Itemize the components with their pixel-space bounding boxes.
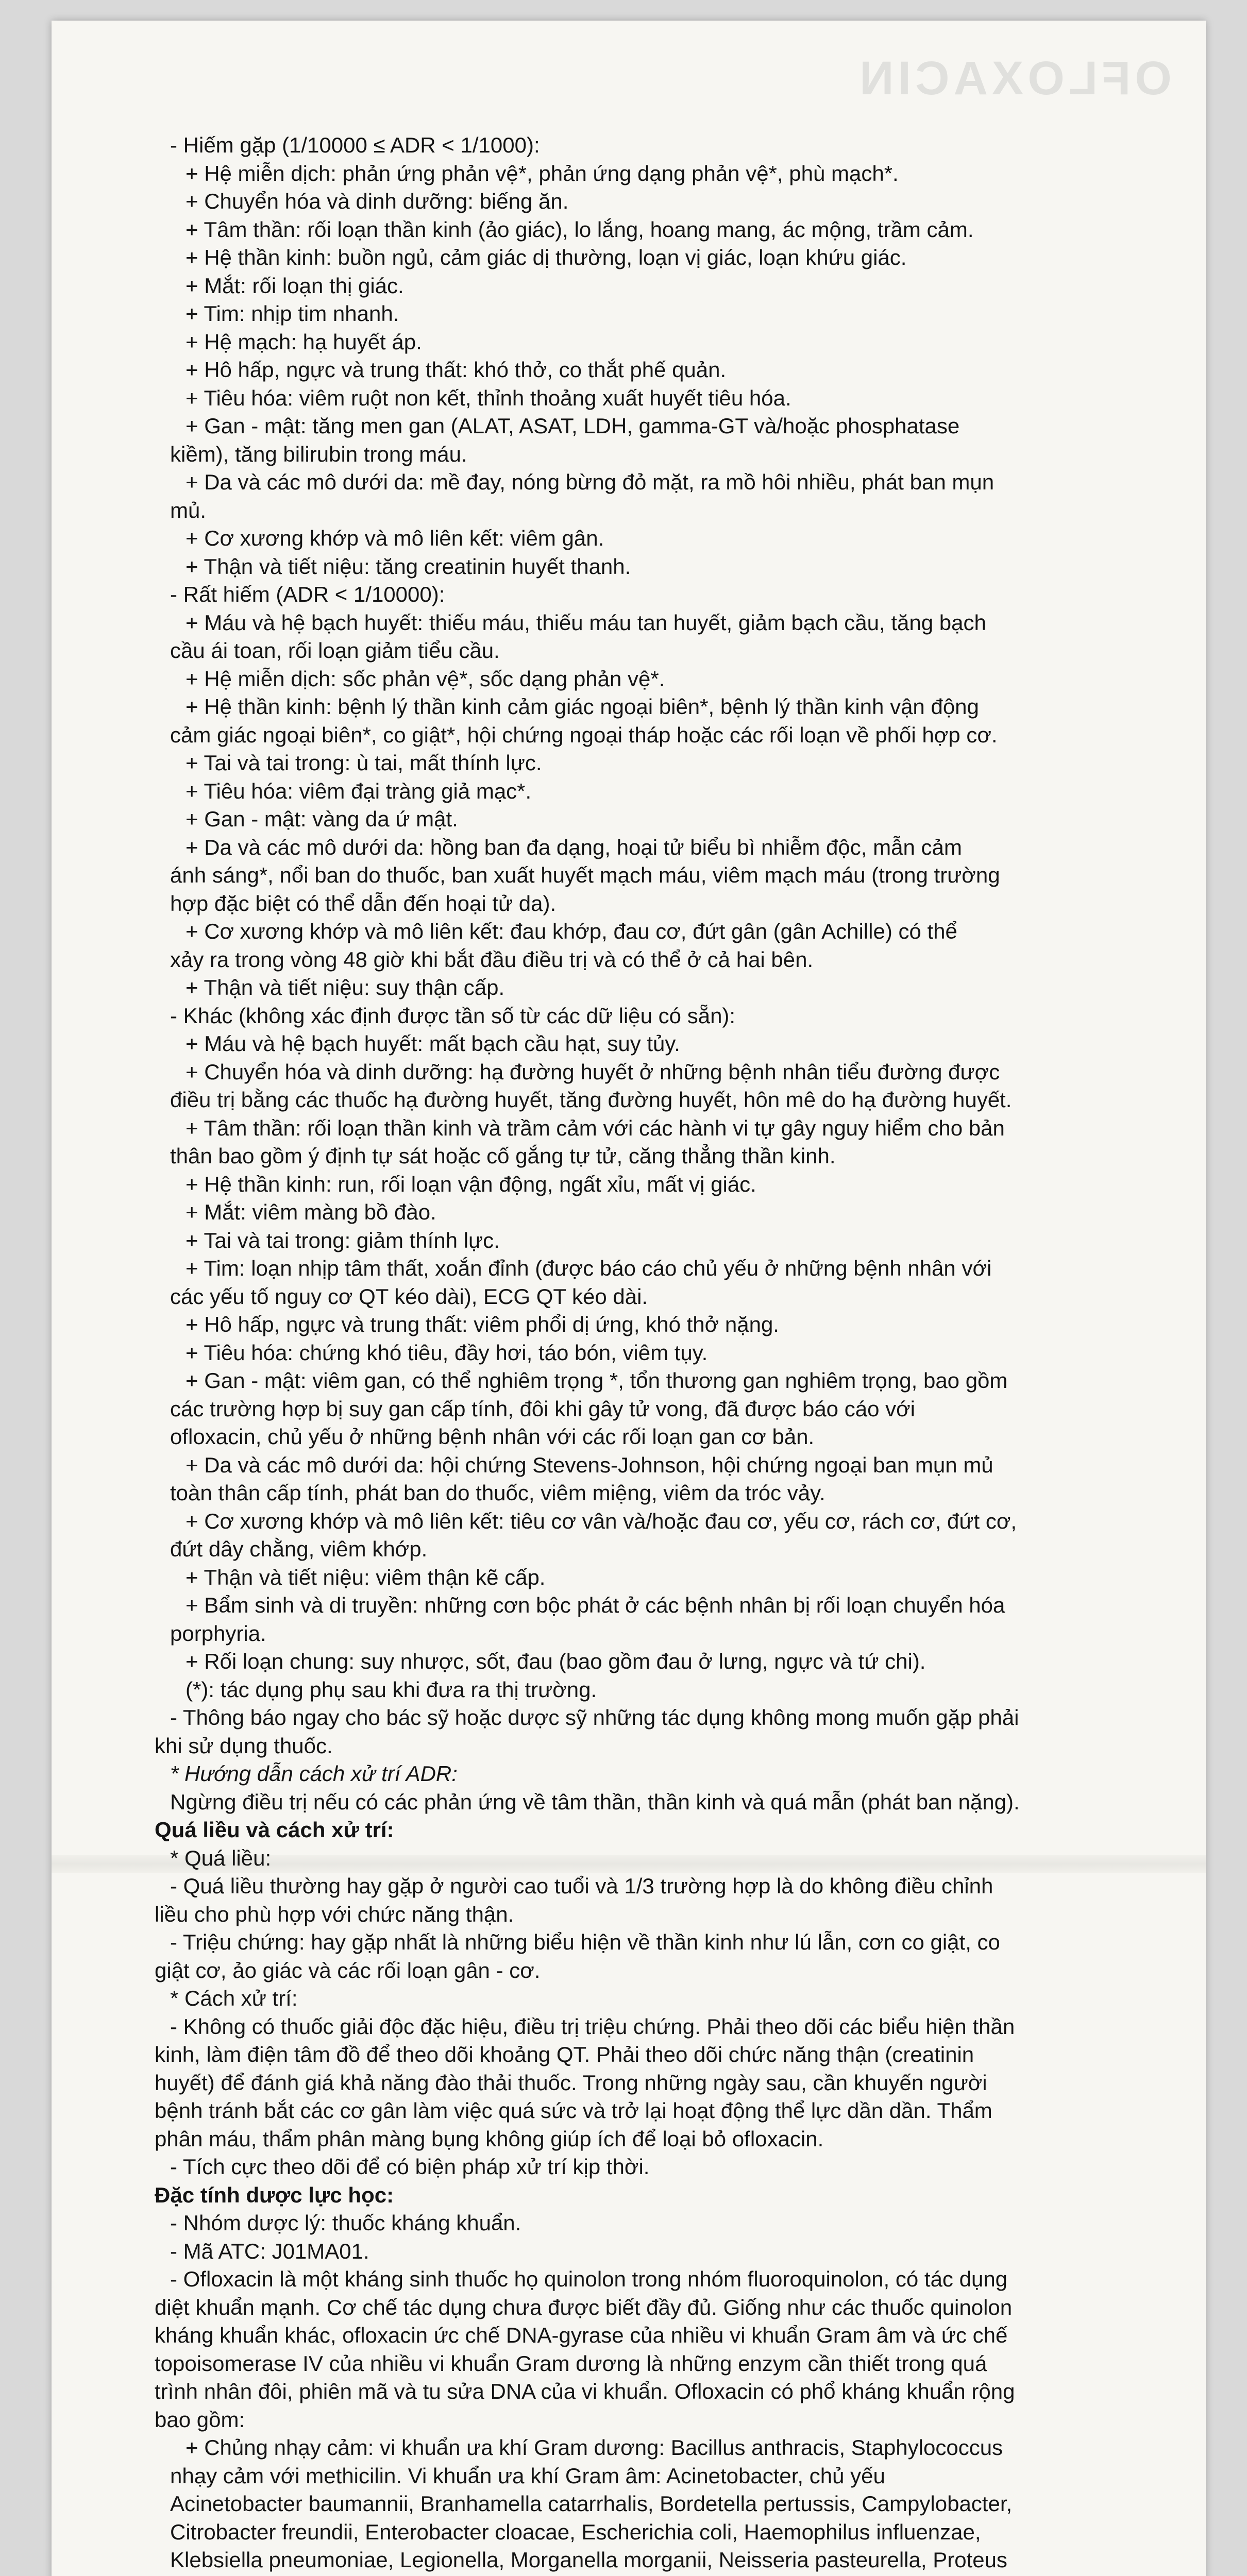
text-line: + Chuyển hóa và dinh dưỡng: biếng ăn. [186, 189, 569, 213]
text-line: + Hệ thần kinh: buồn ngủ, cảm giác dị thường, loạn vị giác, loạn khứu giác. [186, 245, 907, 269]
text-line: đứt dây chằng, viêm khớp. [170, 1537, 428, 1561]
text-line: topoisomerase IV của nhiều vi khuẩn Gram dương là những enzym cần thiết trong quá [155, 2351, 987, 2376]
text-line [155, 2574, 1113, 2576]
text-line: * Cách xử trí: [170, 1986, 298, 2010]
text-line: kiềm), tăng bilirubin trong máu. [170, 442, 467, 466]
text-line: phân máu, thẩm phân màng bụng không giúp ích để loại bỏ ofloxacin. [155, 2126, 824, 2151]
text-line: + Tiêu hóa: chứng khó tiêu, đầy hơi, táo bón, viêm tụy. [186, 1340, 708, 1365]
text-line: + Máu và hệ bạch huyết: mất bạch cầu hạt, suy tủy. [186, 1031, 680, 1056]
text-line: các trường hợp bị suy gan cấp tính, đôi khi gây tử vong, đã được báo cáo với [170, 1396, 915, 1421]
text-line: + Chủng nhạy cảm: vi khuẩn ưa khí Gram dương: Bacillus anthracis, Staphylococcus [186, 2435, 1003, 2460]
text-line: điều trị bằng các thuốc hạ đường huyết, tăng đường huyết, hôn mê do hạ đường huyết. [170, 1088, 1012, 1112]
text-line: liều cho phù hợp với chức năng thận. [155, 1902, 514, 1926]
text-line: + Cơ xương khớp và mô liên kết: tiêu cơ vân và/hoặc đau cơ, yếu cơ, rách cơ, đứt cơ, [186, 1509, 1017, 1533]
text-line: - Quá liều thường hay gặp ở người cao tuổi và 1/3 trường hợp là do không điều chỉnh [170, 1874, 993, 1898]
text-line: Ngừng điều trị nếu có các phản ứng về tâm thần, thần kinh và quá mẫn (phát ban nặng). [170, 1789, 1020, 1814]
text-line: Klebsiella pneumoniae, Legionella, Morganella morganii, Neisseria pasteurella, Proteus [170, 2548, 1007, 2572]
text-line: toàn thân cấp tính, phát ban do thuốc, viêm miệng, viêm da tróc vảy. [170, 1481, 825, 1505]
text-line: * Quá liều: [170, 1845, 272, 1870]
text-line: + Thận và tiết niệu: viêm thận kẽ cấp. [186, 1565, 546, 1589]
text-line: + Da và các mô dưới da: hội chứng Stevens-Johnson, hội chứng ngoại ban mụn mủ [186, 1452, 993, 1477]
text-line: - Không có thuốc giải độc đặc hiệu, điều trị triệu chứng. Phải theo dõi các biểu hiện thần [170, 2014, 1015, 2039]
text-line: + Hệ mạch: hạ huyết áp. [186, 329, 422, 354]
text-line: + Gan - mật: tăng men gan (ALAT, ASAT, LDH, gamma-GT và/hoặc phosphatase [186, 414, 960, 438]
text-line: (*): tác dụng phụ sau khi đưa ra thị trường. [186, 1677, 597, 1702]
text-line: thân bao gồm ý định tự sát hoặc cố gắng tự tử, căng thẳng thần kinh. [170, 1144, 836, 1168]
text-line: + Hệ thần kinh: bệnh lý thần kinh cảm giác ngoại biên*, bệnh lý thần kinh vận động [186, 694, 979, 719]
text-line: + Tâm thần: rối loạn thần kinh và trầm cảm với các hành vi tự gây nguy hiểm cho bản [186, 1115, 1005, 1140]
leaflet-text [155, 131, 1113, 2576]
text-line: bệnh tránh bắt các cơ gân làm việc quá sức và trở lại hoạt động thể lực dần dần. Thẩm [155, 2098, 992, 2123]
text-line: nhạy cảm với methicilin. Vi khuẩn ưa khí Gram âm: Acinetobacter, chủ yếu [170, 2463, 885, 2488]
text-line: các yếu tố nguy cơ QT kéo dài), ECG QT kéo dài. [170, 1284, 648, 1309]
section-heading: Đặc tính dược lực học: [155, 2182, 394, 2207]
text-line: hợp đặc biệt có thể dẫn đến hoại tử da). [170, 891, 557, 916]
leaflet-sheet [52, 21, 1206, 2576]
text-line: + Tai và tai trong: ù tai, mất thính lực. [186, 751, 542, 775]
text-line: cầu ái toan, rối loạn giảm tiểu cầu. [170, 638, 500, 663]
text-line: + Thận và tiết niệu: suy thận cấp. [186, 975, 505, 999]
text-line: - Tích cực theo dõi để có biện pháp xử trí kịp thời. [170, 2155, 650, 2179]
text-line: + Tim: nhịp tim nhanh. [186, 301, 399, 326]
text-line: - Ofloxacin là một kháng sinh thuốc họ quinolon trong nhóm fluoroquinolon, có tác dụng [170, 2267, 1008, 2291]
bleed-through-watermark: OFLOXACIN [855, 52, 1172, 105]
text-line: + Tâm thần: rối loạn thần kinh (ảo giác), lo lắng, hoang mang, ác mộng, trầm cảm. [186, 217, 974, 242]
text-line: Citrobacter freundii, Enterobacter cloacae, Escherichia coli, Haemophilus influenzae, [170, 2519, 981, 2544]
text-line: giật cơ, ảo giác và các rối loạn gân - cơ. [155, 1958, 541, 1982]
text-line: + Mắt: rối loạn thị giác. [186, 273, 404, 298]
text-line: - Khác (không xác định được tần số từ các dữ liệu có sẵn): [170, 1003, 736, 1028]
text-line: - Nhóm dược lý: thuốc kháng khuẩn. [170, 2211, 521, 2235]
text-line: + Tiêu hóa: viêm ruột non kết, thỉnh thoảng xuất huyết tiêu hóa. [186, 385, 791, 410]
text-line: + Chuyển hóa và dinh dưỡng: hạ đường huyết ở những bệnh nhân tiểu đường được [186, 1059, 1000, 1084]
text-line: + Máu và hệ bạch huyết: thiếu máu, thiếu máu tan huyết, giảm bạch cầu, tăng bạch [186, 610, 986, 635]
text-line: ánh sáng*, nổi ban do thuốc, ban xuất huyết mạch máu, viêm mạch máu (trong trường [170, 863, 1000, 887]
text-line: diệt khuẩn mạnh. Cơ chế tác dụng chưa được biết đầy đủ. Giống như các thuốc quinolon [155, 2295, 1013, 2319]
text-line: + Gan - mật: vàng da ứ mật. [186, 807, 458, 831]
text-line: + Thận và tiết niệu: tăng creatinin huyết thanh. [186, 554, 631, 579]
text-line: kháng khuẩn khác, ofloxacin ức chế DNA-gyrase của nhiều vi khuẩn Gram âm và ức chế [155, 2323, 1008, 2347]
text-line: + Hô hấp, ngực và trung thất: khó thở, co thắt phế quản. [186, 358, 727, 382]
text-line: ofloxacin, chủ yếu ở những bệnh nhân với các rối loạn gan cơ bản. [170, 1425, 815, 1449]
text-line: + Rối loạn chung: suy nhược, sốt, đau (bao gồm đau ở lưng, ngực và tứ chi). [186, 1649, 926, 1673]
text-line: - Thông báo ngay cho bác sỹ hoặc dược sỹ những tác dụng không mong muốn gặp phải [170, 1705, 1019, 1730]
text-line: + Tim: loạn nhịp tâm thất, xoắn đỉnh (được báo cáo chủ yếu ở những bệnh nhân với [186, 1256, 992, 1280]
text-line: cảm giác ngoại biên*, co giật*, hội chứng ngoại tháp hoặc các rối loạn về phối hợp cơ. [170, 722, 998, 747]
text-line: + Da và các mô dưới da: mề đay, nóng bừng đỏ mặt, ra mồ hôi nhiều, phát ban mụn [186, 470, 995, 494]
text-line: - Hiếm gặp (1/10000 ≤ ADR < 1/1000): [170, 133, 540, 157]
text-line: + Tai và tai trong: giảm thính lực. [186, 1228, 500, 1252]
text-line: + Hô hấp, ngực và trung thất: viêm phổi dị ứng, khó thở nặng. [186, 1312, 779, 1336]
text-line: + Cơ xương khớp và mô liên kết: đau khớp, đau cơ, đứt gân (gân Achille) có thể [186, 919, 957, 943]
text-line: - Triệu chứng: hay gặp nhất là những biểu hiện về thần kinh như lú lẫn, cơn co giật, co [170, 1930, 1000, 1954]
text-line: + Hệ miễn dịch: sốc phản vệ*, sốc dạng phản vệ*. [186, 666, 665, 691]
text-line: mủ. [170, 498, 207, 522]
text-line: + Bẩm sinh và di truyền: những cơn bộc phát ở các bệnh nhân bị rối loạn chuyển hóa [186, 1593, 1005, 1617]
text-line: - Mã ATC: J01MA01. [170, 2239, 369, 2263]
text-line: + Cơ xương khớp và mô liên kết: viêm gân. [186, 526, 604, 550]
text-line: + Da và các mô dưới da: hồng ban đa dạng, hoại tử biểu bì nhiễm độc, mẫn cảm [186, 835, 962, 859]
text-line: kinh, làm điện tâm đồ để theo dõi khoảng QT. Phải theo dõi chức năng thận (creatinin [155, 2042, 974, 2066]
text-line: bao gồm: [155, 2407, 245, 2432]
text-line: + Gan - mật: viêm gan, có thể nghiêm trọng *, tổn thương gan nghiêm trọng, bao gồm [186, 1368, 1008, 1393]
section-heading: Quá liều và cách xử trí: [155, 1818, 394, 1842]
text-line: + Tiêu hóa: viêm đại tràng giả mạc*. [186, 778, 532, 803]
text-line: - Rất hiếm (ADR < 1/10000): [170, 582, 445, 606]
text-line: porphyria. [170, 1621, 266, 1646]
text-line: + Mắt: viêm màng bồ đào. [186, 1200, 436, 1224]
text-line: * Hướng dẫn cách xử trí ADR: [170, 1761, 458, 1786]
text-line: + Hệ thần kinh: run, rối loạn vận động, ngất xỉu, mất vị giác. [186, 1172, 756, 1196]
text-line: Acinetobacter baumannii, Branhamella catarrhalis, Bordetella pertussis, Campylobacter, [170, 2492, 1013, 2516]
text-line: + Hệ miễn dịch: phản ứng phản vệ*, phản ứng dạng phản vệ*, phù mạch*. [186, 161, 899, 185]
text-line: trình nhân đôi, phiên mã và tu sửa DNA của vi khuẩn. Ofloxacin có phổ kháng khuẩn rộng [155, 2379, 1015, 2403]
text-line: xảy ra trong vòng 48 giờ khi bắt đầu điều trị và có thể ở cả hai bên. [170, 947, 814, 972]
text-line: khi sử dụng thuốc. [155, 1733, 333, 1758]
text-line: huyết) để đánh giá khả năng đào thải thuốc. Trong những ngày sau, cần khuyến người [155, 2070, 987, 2095]
